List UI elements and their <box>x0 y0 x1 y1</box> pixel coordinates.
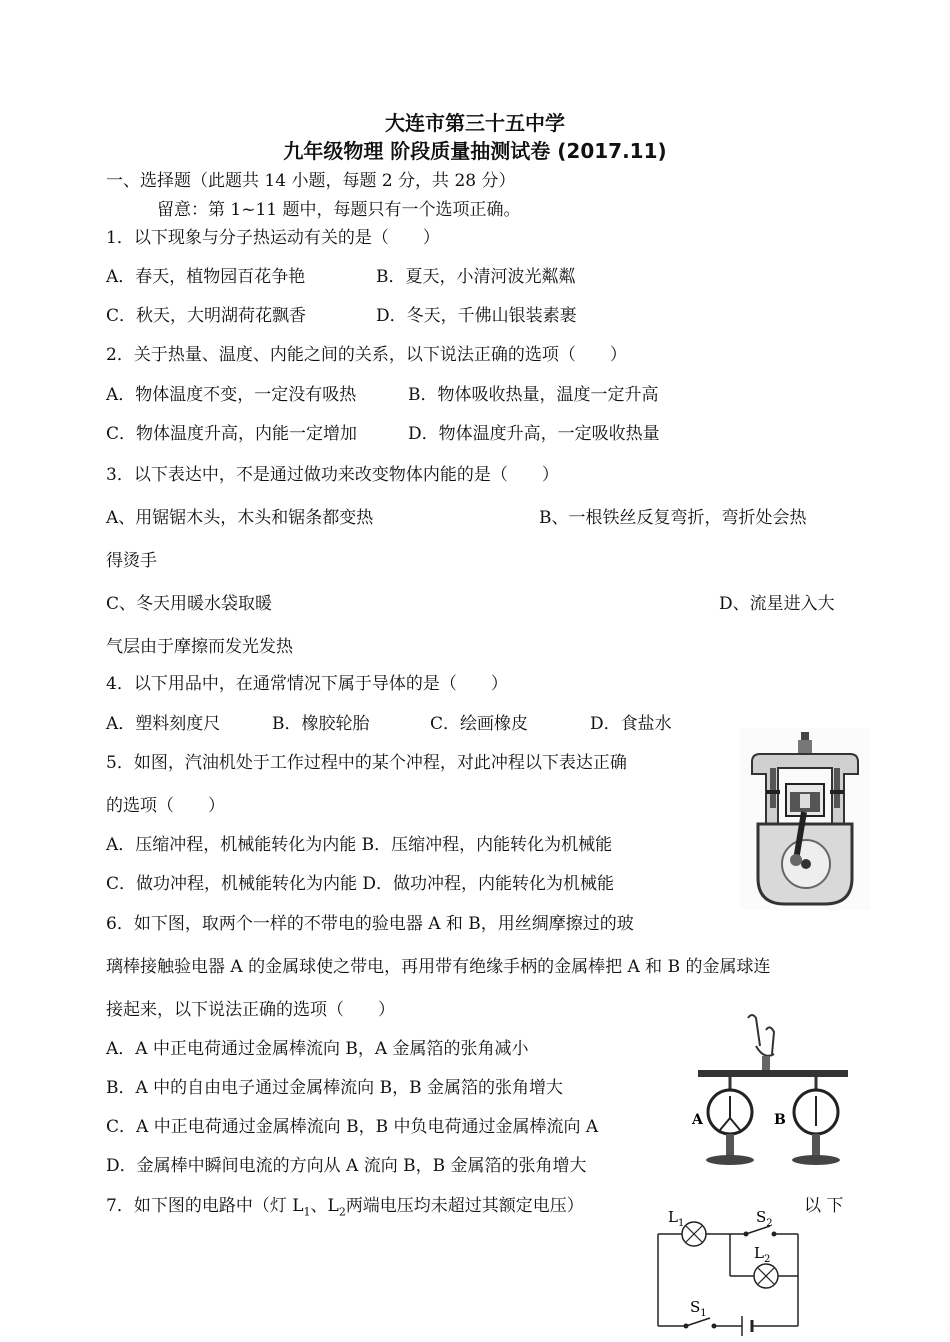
q4-option-a: A．塑料刻度尺 <box>106 714 221 734</box>
electroscope-label-b: B <box>774 1112 786 1128</box>
q2-stem: 2．关于热量、温度、内能之间的关系，以下说法正确的选项（ ） <box>106 345 627 365</box>
q3-stem: 3．以下表达中，不是通过做功来改变物体内能的是（ ） <box>106 465 559 485</box>
q2-option-b: B．物体吸收热量，温度一定升高 <box>408 385 659 405</box>
q3-option-b-cont: 得烫手 <box>106 551 157 571</box>
q3-option-d-cont: 气层由于摩擦而发光发热 <box>106 637 293 657</box>
q6-option-d: D．金属棒中瞬间电流的方向从 A 流向 B，B 金属箔的张角增大 <box>106 1156 587 1176</box>
circuit-figure <box>650 1204 810 1342</box>
q6-option-c: C．A 中正电荷通过金属棒流向 B，B 中负电荷通过金属棒流向 A <box>106 1117 599 1137</box>
section-heading: 一、选择题（此题共 14 小题，每题 2 分，共 28 分） <box>106 171 516 191</box>
q7-sub-1: 1 <box>303 1205 311 1219</box>
q5-stem: 5．如图，汽油机处于工作过程中的某个冲程，对此冲程以下表达正确 <box>106 753 627 773</box>
q7-stem-tail: 以 下 <box>804 1196 844 1216</box>
q7-stem <box>106 1196 584 1222</box>
label-s1: $S_1$ <box>690 1298 707 1319</box>
q3-option-a: A、用锯锯木头，木头和锯条都变热 <box>106 508 374 528</box>
q3-option-d: D、流星进入大 <box>719 594 835 614</box>
q7-stem-pre: 7．如下图的电路中（灯 L <box>106 1196 304 1216</box>
q1-option-b: B．夏天，小清河波光粼粼 <box>376 267 576 287</box>
q4-option-c: C．绘画橡皮 <box>430 714 529 734</box>
q6-stem-cont1: 璃棒接触验电器 A 的金属球使之带电，再用带有绝缘手柄的金属棒把 A 和 B 的金属球连 <box>106 957 771 977</box>
q7-sep: 、L <box>310 1196 339 1216</box>
electroscope-label-a: A <box>692 1112 703 1128</box>
q4-option-b: B．橡胶轮胎 <box>272 714 370 734</box>
q7-sub-2: 2 <box>338 1205 346 1219</box>
q6-stem-cont2: 接起来，以下说法正确的选项（ ） <box>106 1000 395 1020</box>
q1-option-c: C．秋天，大明湖荷花飘香 <box>106 306 307 326</box>
engine-figure <box>740 728 870 910</box>
q4-option-d: D．食盐水 <box>590 714 672 734</box>
q6-stem: 6．如下图，取两个一样的不带电的验电器 A 和 B，用丝绸摩擦过的玻 <box>106 914 634 934</box>
q7-stem-post: 两端电压均未超过其额定电压） <box>345 1196 584 1216</box>
q1-option-a: A．春天，植物园百花争艳 <box>106 267 306 287</box>
label-s2: $S_2$ <box>756 1208 773 1229</box>
q1-stem: 1．以下现象与分子热运动有关的是（ ） <box>106 228 440 248</box>
switch-s1-icon <box>686 1318 710 1326</box>
q5-stem-cont: 的选项（ ） <box>106 796 225 816</box>
q4-stem: 4．以下用品中，在通常情况下属于导体的是（ ） <box>106 674 508 694</box>
q3-option-c: C、冬天用暖水袋取暖 <box>106 594 273 614</box>
electroscope-figure <box>690 1010 860 1180</box>
school-title: 大连市第三十五中学 <box>385 111 565 135</box>
exam-title: 九年级物理 阶段质量抽测试卷 (2017.11) <box>283 139 667 163</box>
q2-option-c: C．物体温度升高，内能一定增加 <box>106 424 358 444</box>
q6-option-a: A．A 中正电荷通过金属棒流向 B，A 金属箔的张角减小 <box>106 1039 529 1059</box>
label-l1: $L_1$ <box>668 1208 685 1229</box>
section-note: 留意：第 1~11 题中，每题只有一个选项正确。 <box>157 200 521 220</box>
q2-option-d: D．物体温度升高，一定吸收热量 <box>408 424 660 444</box>
q5-options-cd: C．做功冲程，机械能转化为内能 D．做功冲程，内能转化为机械能 <box>106 874 615 894</box>
q3-option-b: B、一根铁丝反复弯折，弯折处会热 <box>539 508 807 528</box>
q5-options-ab: A．压缩冲程，机械能转化为内能 B．压缩冲程，内能转化为机械能 <box>106 835 613 855</box>
q1-option-d: D．冬天，千佛山银装素裹 <box>376 306 577 326</box>
label-l2: $L_2$ <box>754 1244 771 1265</box>
q2-option-a: A．物体温度不变，一定没有吸热 <box>106 385 357 405</box>
q6-option-b: B．A 中的自由电子通过金属棒流向 B，B 金属箔的张角增大 <box>106 1078 563 1098</box>
